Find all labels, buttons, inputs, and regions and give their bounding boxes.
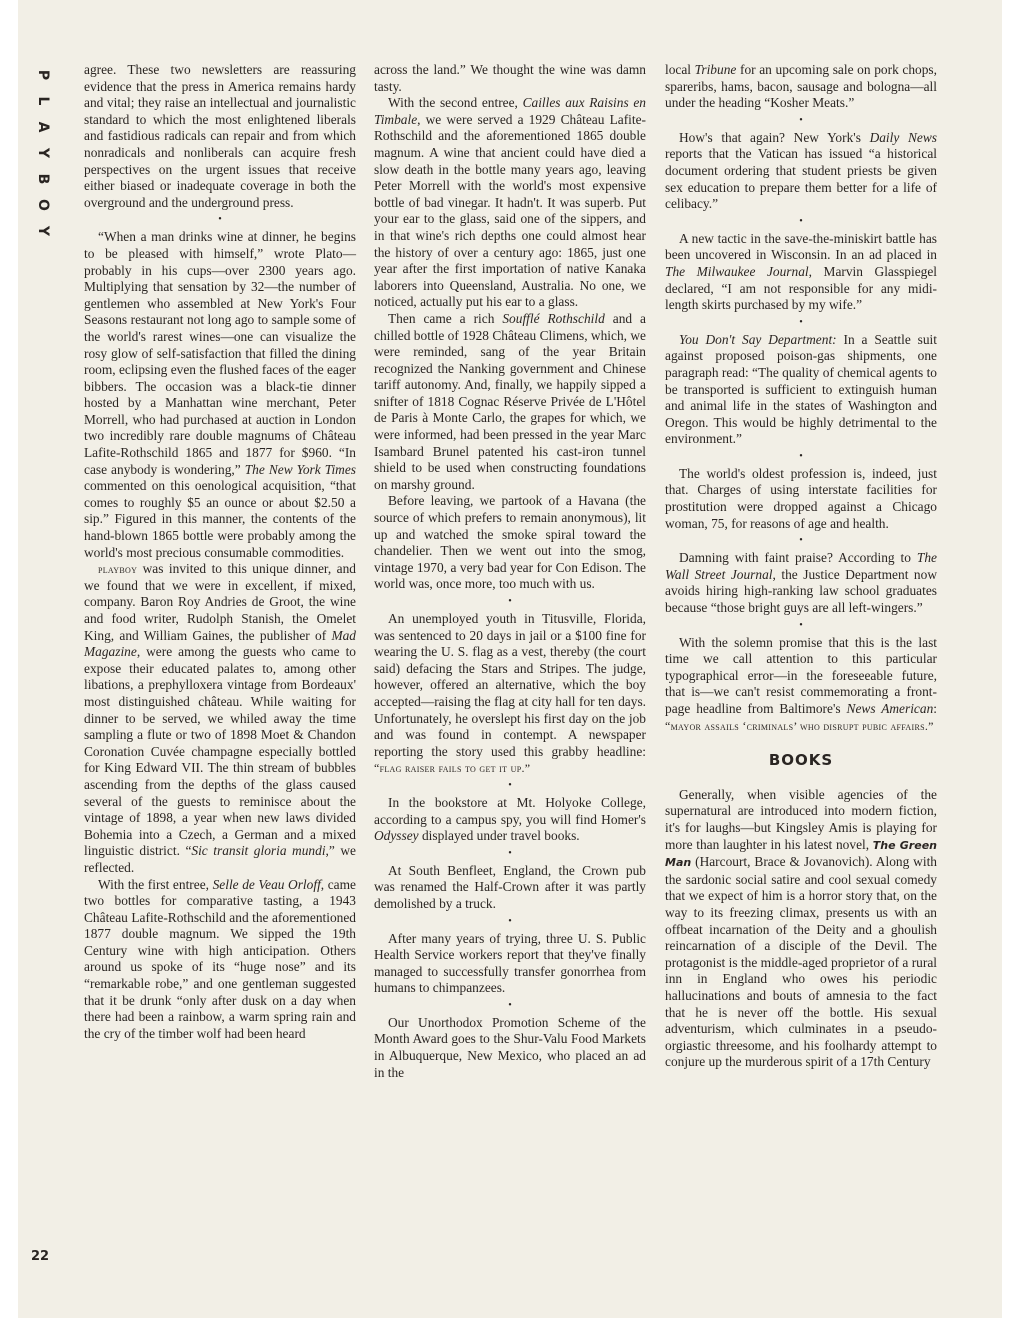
- paragraph: [374, 611, 646, 777]
- paragraph: [374, 493, 646, 593]
- paragraph-text: How's that again? New York's: [679, 129, 870, 145]
- paragraph: [374, 95, 646, 311]
- logo-letter: Y: [35, 147, 51, 159]
- paragraph: [84, 62, 356, 211]
- paragraph-text: ,” we reflected.: [84, 843, 356, 875]
- paragraph-text: Damning with faint praise? According to: [679, 550, 917, 566]
- paragraph: [665, 231, 937, 314]
- logo-letter: Y: [35, 225, 51, 237]
- separator-bullet: •: [508, 999, 512, 1011]
- paragraph-text: for an upcoming sale on pork chops, spareribs, hams, bacon, sausage and bologna—all under the heading “Kosher Meats.”: [665, 62, 937, 111]
- paragraph-text: With the first entree,: [98, 876, 213, 892]
- paragraph: [665, 787, 937, 1071]
- section-heading-books: BOOKS: [768, 751, 834, 770]
- paragraph: [84, 561, 356, 876]
- separator-bullet: •: [799, 215, 803, 227]
- column-3: [665, 62, 937, 1071]
- separator-bullet: •: [799, 114, 803, 126]
- paragraph-text: reports that the Vatican has issued “a historical document ordering that student priests be given sex education to prepare them better for a life of celibacy.”: [665, 146, 937, 212]
- paragraph-text: , came two bottles for comparative tasting, a 1943 Château Lafite-Rothschild and the aforementioned 1877 double magnum. We sipped the 19th Century wine with high anticipation. Others around us spoke of its “huge nose” and its “remarkable robe,” and one gentleman suggested that it be drunk “only after dusk on a day when there had been a rainbow, a warm spring rain and the cry of the timber wolf had been heard: [84, 876, 356, 1041]
- publication-title: The Milwaukee Journal: [665, 263, 809, 279]
- paragraph: [665, 332, 937, 448]
- paragraph-text: The world's oldest profession is, indeed, just that. Charges of using interstate facilities for prostitution were dropped against a Chicago woman, 75, for reasons of age and health.: [665, 465, 937, 531]
- magazine-name: playboy: [98, 562, 138, 577]
- publication-title: Tribune: [694, 62, 737, 77]
- paragraph-text: , we were served a 1929 Château Lafite-Rothschild and the aforementioned 1865 double magnum. A wine that ancient could have died a slow death in the bottle many years ago, leaving Peter Morrell with the world's most expensive bottle of bad vinegar. It hadn't. It was superb. Put your ear to the glass, said one of the sippers, and in that wine's rich depths one could almost hear the history of over a century ago: 1865, just one year after the first importation of native Kanaka laborers into Queensland, Australia. No one, we noticed, actually put his ear to a glass.: [374, 111, 646, 310]
- publication-title: News American: [846, 701, 934, 716]
- paragraph-text: , Marvin Glasspiegel declared, “I am not responsible for any midi-length skirts purchased by my wife.”: [665, 263, 937, 313]
- paragraph-text: In the bookstore at Mt. Holyoke College, according to a campus spy, you will find Homer's: [374, 794, 646, 827]
- paragraph-text: (Harcourt, Brace & Jovanovich). Along with the sardonic social satire and cool sexual comedy that we expect of him is a horror story that, on the way to its freezing climax, presents us with an offbeat incarnation of the Deity and a ghoulish reincarnation of a disciple of the Devil. The protagonist is the middle-aged proprietor of a rural inn in England who owes his periodic hallucinations and bouts of amnesia to the fact that he is never off the bottle. His sexual adventurism, which culminates in a pseudo-orgiastic threesome, and his foolhardy attempt to conjure up the murderous spirit of a 17th Century: [665, 854, 937, 1070]
- headline-quote: “mayor assails ‘criminals’ who disrupt pubic affairs.”: [665, 718, 934, 733]
- paragraph: [665, 550, 937, 616]
- paragraph-text: across the land.” We thought the wine was damn tasty.: [374, 62, 646, 94]
- separator-bullet: •: [218, 214, 222, 226]
- paragraph: [374, 62, 646, 95]
- headline-quote: “flag raiser fails to get it up.”: [374, 761, 531, 776]
- paragraph-text: , were among the guests who came to expose their educated palates to, among other libations, a prephylloxera vintage from Bordeaux' most distinguished château. While waiting for dinner to be served, we whiled away the time sampling a flute or two of 1898 Moet & Chandon Coronation Cuvée champagne especially bottled for King Edward VII. The thin stream of bubbles ascending from the depths of the glass caused several of the guests to reminisce about the vintage of 1898, a year when new laws divided Bohemia into a Czech, a German and a mixed linguistic district. “: [84, 644, 356, 859]
- dish-name: Cailles aux Raisins en Timbale: [374, 95, 646, 127]
- paragraph-text: In a Seattle suit against proposed poison-gas shipments, one paragraph read: “The quality of chemical agents to be transported is sufficient to extinguish human and animal life in the states of Washington and Oregon. This would be highly detrimental to the environment.”: [665, 331, 937, 447]
- paragraph: [665, 130, 937, 213]
- paragraph-text: An unemployed youth in Titusville, Florida, was sentenced to 20 days in jail or a $100 fine for wearing the U. S. flag as a vest, thereby (the court said) defacing the Stars and Stripes. The judge, however, offered an alternative, which the boy accepted—raising the flag at city hall for ten days. Unfortunately, he overslept his first day on the job and was found in contempt. A newspaper reporting the story used this grabby headline:: [374, 611, 646, 759]
- paragraph-text: Before leaving, we partook of a Havana (the source of which prefers to remain anonymous), lit up and watched the smoke spiral toward the chandelier. Then we went out into the smog, vintage 1970, a very bad year for Con Edison. The world was, once more, too much with us.: [374, 493, 646, 592]
- separator-bullet: •: [508, 779, 512, 791]
- paragraph: [665, 62, 937, 112]
- paragraph-text: local: [665, 62, 695, 77]
- paragraph-text: , the Justice Department now avoids hiring high-ranking law school graduates because “those bright guys are all left-wingers.”: [665, 566, 937, 616]
- paragraph-text: agree. These two newsletters are reassuring evidence that the press in America remains hardy and vital; they raise an intellectual and journalistic standard to which the most enlightened liberals and fastidious radicals can repair and from which nonradicals and nonliberals can acquire fresh perspectives on the urgent issues that receive either biased or inadequate coverage in both the overground and the underground press.: [84, 62, 356, 210]
- paragraph-text: and a chilled bottle of 1928 Château Climens, which, we were reminded, sang of the year Britain recognized the Nanking government and Chinese tariff autonomy. And, finally, we happily sipped a snifter of 1818 Cognac Réserve Privée de L'Hôtel de Paris à Monte Carlo, the grapes for which, we were informed, had been pressed in the year Marc Isambard Brunel patented his cast-iron tunnel shield to be used when constructing foundations on marshy ground.: [374, 310, 646, 492]
- separator-bullet: •: [508, 915, 512, 927]
- paragraph-text: With the second entree,: [388, 95, 523, 111]
- publication-title: Daily News: [869, 129, 937, 145]
- paragraph-text: A new tactic in the save-the-miniskirt battle has been uncovered in Wisconsin. In an ad placed in: [665, 230, 937, 263]
- magazine-logo-vertical: [31, 62, 55, 244]
- logo-letter: O: [35, 199, 51, 211]
- column-2: [374, 62, 646, 1081]
- paragraph-text: commented on this oenological acquisition, “that comes to roughly $5 an ounce or about $2.50 a sip.” Figured in this manner, the contents of the hand-blown 1865 bottle were probably among the world's most precious consumable commodities.: [84, 478, 356, 560]
- paragraph: [374, 863, 646, 913]
- paragraph-text: Then came a rich: [388, 310, 503, 326]
- logo-letter: A: [35, 121, 51, 133]
- dish-name: Selle de Veau Orloff: [212, 876, 321, 892]
- publication-title: The Wall Street Journal: [665, 550, 937, 582]
- separator-bullet: •: [508, 596, 512, 607]
- separator-bullet: •: [799, 535, 803, 547]
- paragraph-text: was invited to this unique dinner, and we found that we were in excellent, if mixed, company. Baron Roy Andries de Groot, the wine and food writer, Rudolph Stanish, the Omelet King, and William Gaines, the publisher of: [84, 561, 356, 643]
- paragraph-text: Generally, when visible agencies of the supernatural are introduced into modern fiction, it's for laughs—but Kingsley Amis is playing for more than laughter in his latest novel,: [665, 786, 937, 852]
- column-1: [84, 62, 356, 1042]
- separator-bullet: •: [799, 316, 803, 328]
- publication-title: Mad Magazine: [84, 627, 356, 660]
- paragraph-text: displayed under travel books.: [418, 828, 580, 844]
- paragraph-text: “When a man drinks wine at dinner, he begins to be pleased with himself,” wrote Plato—probably in his cups—over 2300 years ago. Multiplying that sensation by 32—the number of gentlemen who assembled at New York's Four Seasons restaurant not long ago to sample some of the world's rarest wines—one can visualize the rosy glow of self-satisfaction that filled the dining room, eclipsing even the flushed faces of the eager bibbers. The occasion was a black-tie dinner hosted by a Manhattan wine merchant, Peter Morrell, who had purchased at auction in London two incredibly rare double magnums of Château Lafite-Rothschild 1865 and 1877 for $960. “In case anybody is wondering,”: [84, 229, 356, 477]
- paragraph-text: At South Benfleet, England, the Crown pub was renamed the Half-Crown after it was partly demolished by a truck.: [374, 862, 646, 911]
- paragraph-text: With the solemn promise that this is the last time we call attention to this particular typographical error—in the foreseeable future, that is—we can't resist commemorating a front-page headline from Baltimore's: [665, 634, 937, 716]
- latin-phrase: Sic transit gloria mundi: [191, 843, 326, 859]
- paragraph: [374, 931, 646, 997]
- publication-title: The New York Times: [244, 461, 356, 477]
- book-title: Odyssey: [374, 828, 419, 844]
- separator-bullet: •: [799, 619, 803, 631]
- paragraph-text: Our Unorthodox Promotion Scheme of the Month Award goes to the Shur-Valu Food Markets in Albuquerque, New Mexico, who placed an ad in the: [374, 1014, 646, 1080]
- dish-name: Soufflé Rothschild: [502, 310, 605, 326]
- paragraph-text: After many years of trying, three U. S. Public Health Service workers report that they've finally managed to successfully transfer gonorrhea from humans to chimpanzees.: [374, 930, 646, 996]
- paragraph-text: :: [933, 701, 938, 716]
- separator-bullet: •: [508, 847, 512, 859]
- logo-letter: B: [35, 173, 51, 185]
- paragraph: [374, 311, 646, 494]
- paragraph: [374, 795, 646, 845]
- department-heading: You Don't Say Department:: [679, 331, 837, 347]
- logo-letter: L: [35, 96, 51, 106]
- paragraph: [665, 466, 937, 532]
- page-number: 22: [31, 1249, 50, 1264]
- paragraph: [84, 229, 356, 561]
- paragraph: [374, 1015, 646, 1081]
- book-title: The Green Man: [665, 838, 937, 870]
- paragraph: [84, 877, 356, 1043]
- separator-bullet: •: [799, 450, 803, 462]
- logo-letter: P: [35, 69, 51, 81]
- paragraph: [665, 635, 937, 735]
